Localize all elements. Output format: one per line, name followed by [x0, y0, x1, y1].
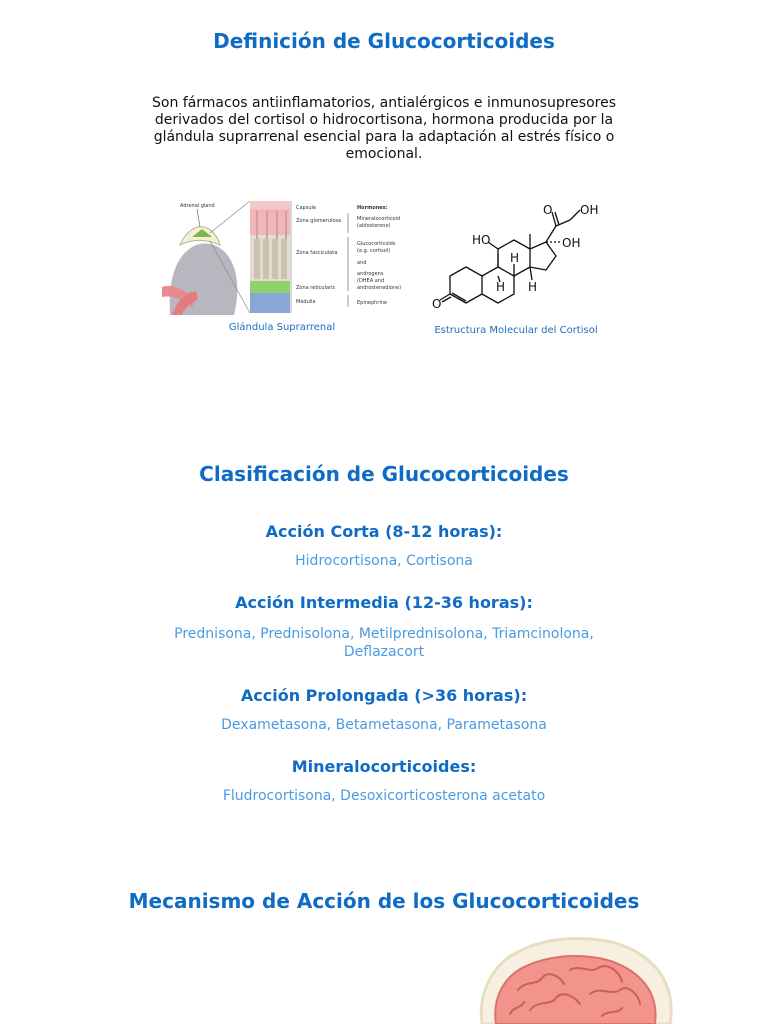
and-label: and	[357, 260, 367, 266]
cortisol-h-left: H	[496, 280, 506, 294]
cortisol-example-label: (e.g. cortisol)	[357, 248, 391, 254]
zona-fasciculata-label: Zona fasciculata	[296, 250, 338, 256]
androgens-label: androgens	[357, 271, 384, 277]
aldosterone-label: (aldosterone)	[357, 223, 391, 229]
glucocorticoids-label: Glucocorticoids	[357, 241, 396, 247]
zona-reticularis-label: Zona reticularis	[296, 285, 336, 291]
capsule-label: Capsule	[296, 205, 316, 211]
cortisol-structure-diagram	[428, 196, 608, 320]
cortisol-structure-figure	[428, 196, 608, 320]
medulla-label: Medulla	[296, 299, 316, 305]
group-short-drugs: Hidrocortisona, Cortisona	[295, 553, 473, 569]
classification-title: Clasificación de Glucocorticoides	[199, 462, 569, 486]
definition-title: Definición de Glucocorticoides	[213, 29, 555, 53]
group-mineralo-title: Mineralocorticoides:	[291, 757, 477, 776]
group-intermediate-title: Acción Intermedia (12-36 horas):	[235, 593, 533, 612]
cortisol-ho: HO	[472, 233, 491, 247]
adrenal-gland-label: Adrenal gland	[180, 203, 215, 209]
cortisol-o-top: O	[543, 203, 553, 217]
mineralocorticoid-label: Mineralocorticoid	[357, 216, 401, 222]
group-long-title: Acción Prolongada (>36 horas):	[240, 686, 528, 705]
group-short-title: Acción Corta (8-12 horas):	[265, 522, 503, 541]
brain-illustration	[470, 934, 680, 1024]
epinephrine-label: Epinephrine	[357, 300, 387, 306]
adrenal-gland-illustration	[162, 199, 402, 315]
cortisol-h-upper: H	[510, 251, 520, 265]
zona-glomerulosa-label: Zona glomerulosa	[296, 218, 342, 224]
adrenal-gland-figure	[162, 199, 402, 315]
cortisol-caption: Estructura Molecular del Cortisol	[434, 325, 598, 336]
brain-icon	[470, 934, 680, 1024]
dhea-label: (DHEA and	[357, 278, 385, 284]
cortisol-oh-top: OH	[580, 203, 599, 217]
hormones-label: Hormones:	[357, 205, 388, 211]
androstenedione-label: androstenedione)	[357, 285, 402, 291]
group-intermediate-drugs: Prednisona, Prednisolona, Metilprednisolona, Triamcinolona, Deflazacort	[174, 626, 594, 660]
adrenal-caption: Glándula Suprarrenal	[228, 322, 336, 333]
cortisol-o-left: O	[432, 297, 442, 311]
group-long-drugs: Dexametasona, Betametasona, Parametasona	[221, 717, 547, 733]
cortisol-h-right: H	[528, 280, 538, 294]
cortisol-oh-right: OH	[562, 236, 581, 250]
mechanism-title: Mecanismo de Acción de los Glucocorticoides	[128, 889, 640, 913]
definition-text: Son fármacos antiinflamatorios, antialérgicos e inmunosupresores derivados del cortisol o hidrocortisona, hormona producida por la glándula suprarrenal esencial para la adaptación al estrés físico o emocional.	[152, 95, 616, 162]
group-mineralo-drugs: Fludrocortisona, Desoxicorticosterona acetato	[222, 788, 546, 804]
